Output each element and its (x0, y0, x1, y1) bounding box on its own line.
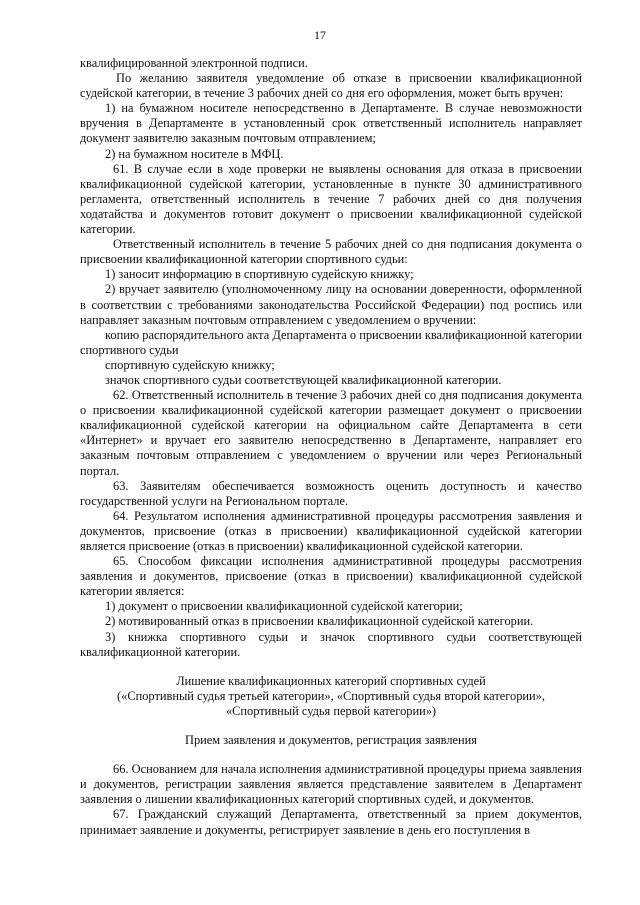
clause-62: 62. Ответственный исполнитель в течение 3 рабочих дней со дня подписания документа о присвоении квалификационной судейской категории размещает документ о присвоении квалификационной судейской категории на официальном сайте Департамента в сети «Интернет» и вручает его заявителю непосредственно в Департаменте, направляет его заказным почтовым отправлением с уведомлением о вручении или через Региональный портал. (80, 388, 582, 478)
list-item-reasoned-refusal: 2) мотивированный отказ в присвоении квалификационной судейской категории. (105, 614, 534, 629)
list-item-book-and-badge: 3) книжка спортивного судьи и значок спортивного судьи соответствующей квалификационной категории. (80, 629, 582, 659)
list-item-referee-badge: значок спортивного судьи соответствующей квалификационной категории. (105, 372, 502, 387)
list-item-hand-over: 2) вручает заявителю (уполномоченному лицу на основании доверенности, оформленной в соответствии с требованиями законодательства Российской Федерации) под роспись или направляет заказным почтовым отправлением с уведомлением о вручении: (80, 282, 582, 327)
document-body (80, 56, 582, 838)
list-item-order-copy: копию распорядительного акта Департамента о присвоении квалификационной категории спортивного судьи (80, 327, 582, 357)
list-item-referee-book: спортивную судейскую книжку; (105, 357, 275, 372)
clause-65: 65. Способом фиксации исполнения административной процедуры рассмотрения заявления и документов, присвоение (отказ в присвоении) квалификационной судейской категории является: (80, 554, 582, 599)
list-item-category-document: 1) документ о присвоении квалификационной судейской категории; (105, 599, 463, 614)
section-heading-line-3: «Спортивный судья первой категории») (225, 703, 437, 718)
clause-61: 61. В случае если в ходе проверки не выявлены основания для отказа в присвоении квалификационной судейской категории, установленные в пункте 30 административного регламента, ответственный исполнитель в течение 7 рабочих дней со дня получения ходатайства и документов готовит документ о присвоении квалификационной судейской категории. (80, 161, 582, 237)
list-item-enter-info: 1) заносит информацию в спортивную судейскую книжку; (105, 267, 414, 282)
list-item-paper-department: 1) на бумажном носителе непосредственно в Департаменте. В случае невозможности вручения в Департаменте в установленный срок ответственный исполнитель направляет документ заявителю заказным почтовым отправлением; (80, 101, 582, 146)
paragraph-continuation: квалифицированной электронной подписи. (80, 56, 308, 70)
clause-64: 64. Результатом исполнения административной процедуры рассмотрения заявления и документов, присвоение (отказ в присвоении) квалификационной судейской категории является присвоение (отказ в присвоении) квалификационной судейской категории. (80, 508, 582, 553)
clause-63: 63. Заявителям обеспечивается возможность оценить доступность и качество государственной услуги на Региональном портале. (80, 478, 582, 508)
clause-67: 67. Гражданский служащий Департамента, ответственный за прием документов, принимает заявление и документы, регистрирует заявление в день его поступления в (80, 807, 582, 837)
section-heading-line-1: Лишение квалификационных категорий спортивных судей (176, 673, 486, 688)
clause-66: 66. Основанием для начала исполнения административной процедуры приема заявления и документов, регистрации заявления является представление заявителем в Департамент заявления о лишении квалификационных категорий спортивных судей, и документов. (80, 762, 582, 807)
paragraph-notice-delivery: По желанию заявителя уведомление об отказе в присвоении квалификационной судейской категории, в течение 3 рабочих дней со дня его оформления, может быть вручен: (80, 71, 582, 101)
subsection-heading: Прием заявления и документов, регистрация заявления (185, 733, 477, 748)
section-heading-line-2: («Спортивный судья третьей категории», «Спортивный судья второй категории», (117, 688, 545, 703)
page-number: 17 (314, 28, 326, 42)
list-item-paper-mfc: 2) на бумажном носителе в МФЦ. (105, 146, 284, 161)
paragraph-executor-duties: Ответственный исполнитель в течение 5 рабочих дней со дня подписания документа о присвоении квалификационной категории спортивного судьи: (80, 237, 582, 267)
